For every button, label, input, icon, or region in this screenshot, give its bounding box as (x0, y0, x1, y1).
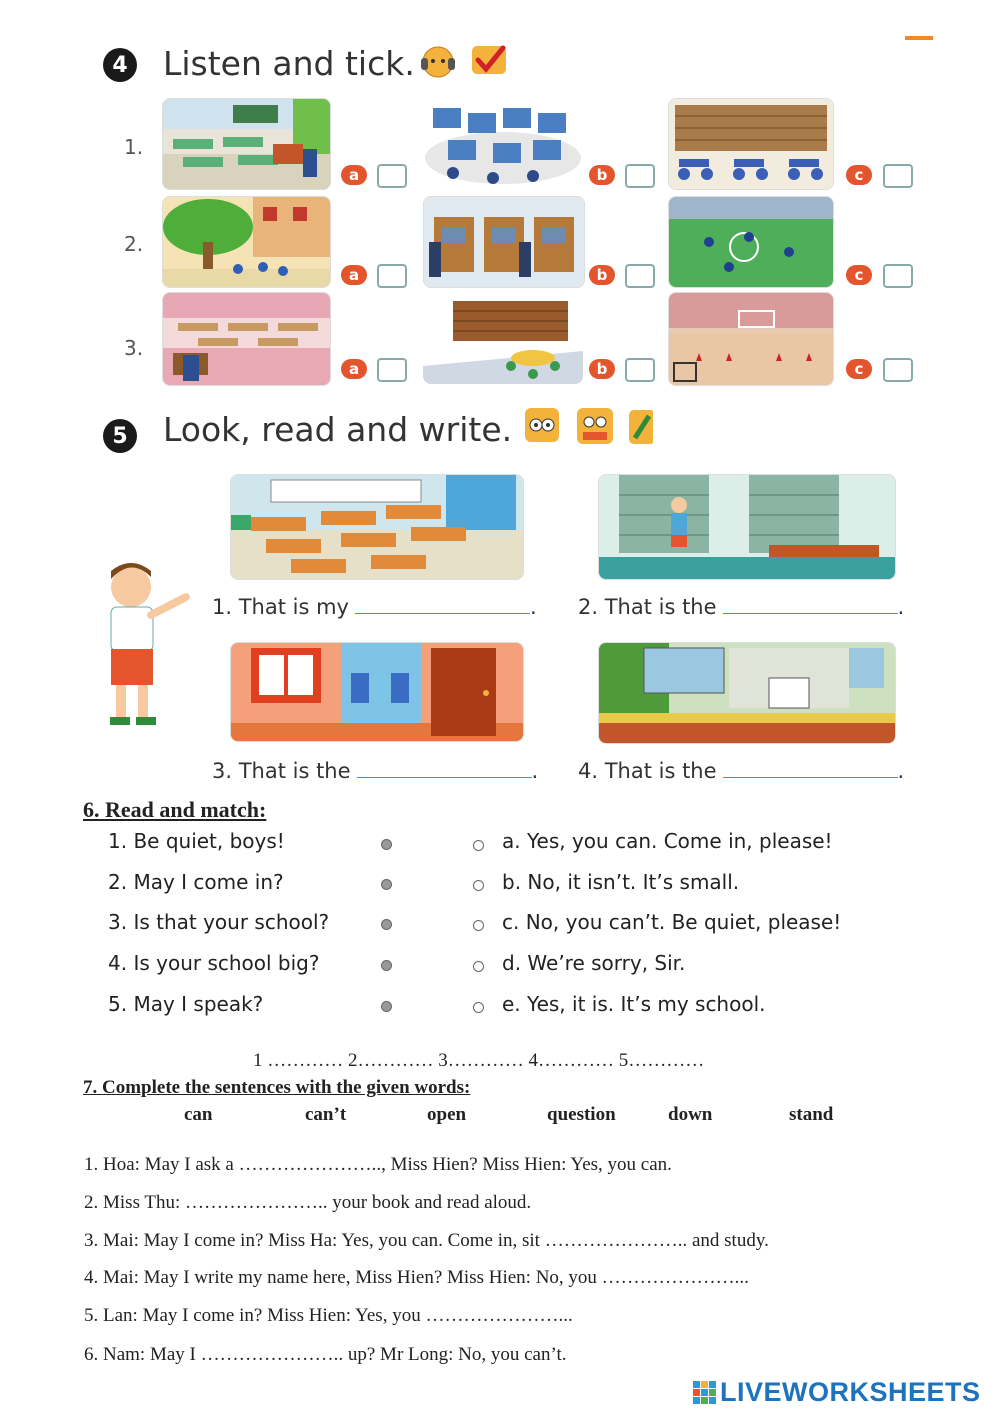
match-dot-right[interactable] (473, 920, 484, 931)
classroom-desks-picture (230, 474, 524, 580)
match-dot-right[interactable] (473, 840, 484, 851)
sentence-7-1[interactable]: 1. Hoa: May I ask a ………………….., Miss Hien? Miss Hien: Yes, you can. (84, 1154, 672, 1175)
match-dot-left[interactable] (381, 960, 392, 971)
computer-room-doors-picture (230, 642, 524, 742)
match-right-a: a. Yes, you can. Come in, please! (502, 829, 833, 853)
match-right-e: e. Yes, it is. It’s my school. (502, 992, 766, 1016)
tick-box-1b[interactable] (625, 164, 655, 188)
option-badge: b (589, 265, 615, 285)
computer-room-picture (423, 98, 583, 188)
tick-box-1c[interactable] (883, 164, 913, 188)
sentence-7-3[interactable]: 3. Mai: May I come in? Miss Ha: Yes, you can. Come in, sit ………………….. and study. (84, 1230, 769, 1251)
option-badge: a (341, 265, 367, 285)
tick-box-2a[interactable] (377, 264, 407, 288)
section-5-number: 5 (103, 419, 137, 453)
answer-blank-5-1[interactable] (355, 595, 530, 614)
option-badge: b (589, 165, 615, 185)
option-badge: a (341, 165, 367, 185)
match-left-1: 1. Be quiet, boys! (108, 829, 285, 853)
answer-blank-5-3[interactable] (357, 759, 532, 778)
word-bank-item: can (184, 1104, 213, 1125)
option-badge: c (846, 165, 872, 185)
match-dot-left[interactable] (381, 879, 392, 890)
match-right-d: d. We’re sorry, Sir. (502, 951, 686, 975)
logo-text: LIVEWORKSHEETS (720, 1377, 981, 1407)
tick-box-3b[interactable] (625, 358, 655, 382)
eyes-icon (523, 406, 653, 451)
match-left-4: 4. Is your school big? (108, 951, 320, 975)
tick-box-1a[interactable] (377, 164, 407, 188)
match-right-b: b. No, it isn’t. It’s small. (502, 870, 740, 894)
match-dot-left[interactable] (381, 919, 392, 930)
boy-pointing-image (96, 557, 206, 742)
row-number: 2. (124, 232, 144, 256)
match-dot-right[interactable] (473, 880, 484, 891)
section-6-heading: 6. Read and match: (83, 797, 267, 822)
sentence-7-6[interactable]: 6. Nam: May I ………………….. up? Mr Long: No, you can’t. (84, 1344, 567, 1365)
word-bank-item: can’t (305, 1104, 347, 1125)
library-boy-picture (598, 474, 896, 580)
word-bank-item: stand (789, 1104, 834, 1125)
option-badge: c (846, 265, 872, 285)
match-dot-right[interactable] (473, 1002, 484, 1013)
word-bank-item: open (427, 1104, 467, 1125)
logo-grid-icon (692, 1380, 718, 1406)
classroom-2-picture (162, 292, 331, 386)
match-answer-line[interactable]: 1 ………… 2………… 3………… 4………… 5………… (253, 1050, 705, 1071)
question-5-3: 3. That is the . (212, 759, 539, 783)
schoolyard-picture (162, 196, 331, 288)
match-dot-left[interactable] (381, 1001, 392, 1012)
question-5-2: 2. That is the . (578, 595, 905, 619)
match-left-3: 3. Is that your school? (108, 910, 330, 934)
match-left-2: 2. May I come in? (108, 870, 284, 894)
gym-hall-picture (598, 642, 896, 744)
classroom-picture (162, 98, 331, 190)
tick-box-3a[interactable] (377, 358, 407, 382)
section-5-title: Look, read and write. (163, 410, 513, 449)
liveworksheets-logo (692, 1377, 981, 1408)
gym-2-picture (668, 292, 834, 386)
corner-mark (905, 36, 933, 40)
section-4-title: Listen and tick. (163, 44, 415, 83)
question-5-1: 1. That is my . (212, 595, 537, 619)
computer-lab-picture (423, 196, 585, 288)
answer-blank-5-2[interactable] (723, 595, 898, 614)
tick-box-3c[interactable] (883, 358, 913, 382)
option-badge: c (846, 359, 872, 379)
option-badge: b (589, 359, 615, 379)
section-4-number: 4 (103, 48, 137, 82)
row-number: 1. (124, 135, 144, 159)
match-left-5: 5. May I speak? (108, 992, 264, 1016)
answer-blank-5-4[interactable] (723, 759, 898, 778)
tick-box-2b[interactable] (625, 264, 655, 288)
tick-icon (470, 42, 510, 83)
sentence-7-2[interactable]: 2. Miss Thu: ………………….. your book and read aloud. (84, 1192, 532, 1213)
library-2-picture (423, 296, 583, 384)
sentence-7-4[interactable]: 4. Mai: May I write my name here, Miss Hien? Miss Hien: No, you …………………... (84, 1267, 749, 1288)
library-picture (668, 98, 834, 190)
tick-box-2c[interactable] (883, 264, 913, 288)
row-number: 3. (124, 336, 144, 360)
gym-picture (668, 196, 834, 288)
match-dot-right[interactable] (473, 961, 484, 972)
match-dot-left[interactable] (381, 839, 392, 850)
word-bank-item: down (668, 1104, 713, 1125)
sentence-7-5[interactable]: 5. Lan: May I come in? Miss Hien: Yes, you …………………... (84, 1305, 573, 1326)
headphones-icon (418, 44, 458, 85)
word-bank-item: question (547, 1104, 616, 1125)
match-right-c: c. No, you can’t. Be quiet, please! (502, 910, 842, 934)
section-7-heading: 7. Complete the sentences with the given words: (83, 1077, 471, 1098)
question-5-4: 4. That is the . (578, 759, 905, 783)
option-badge: a (341, 359, 367, 379)
